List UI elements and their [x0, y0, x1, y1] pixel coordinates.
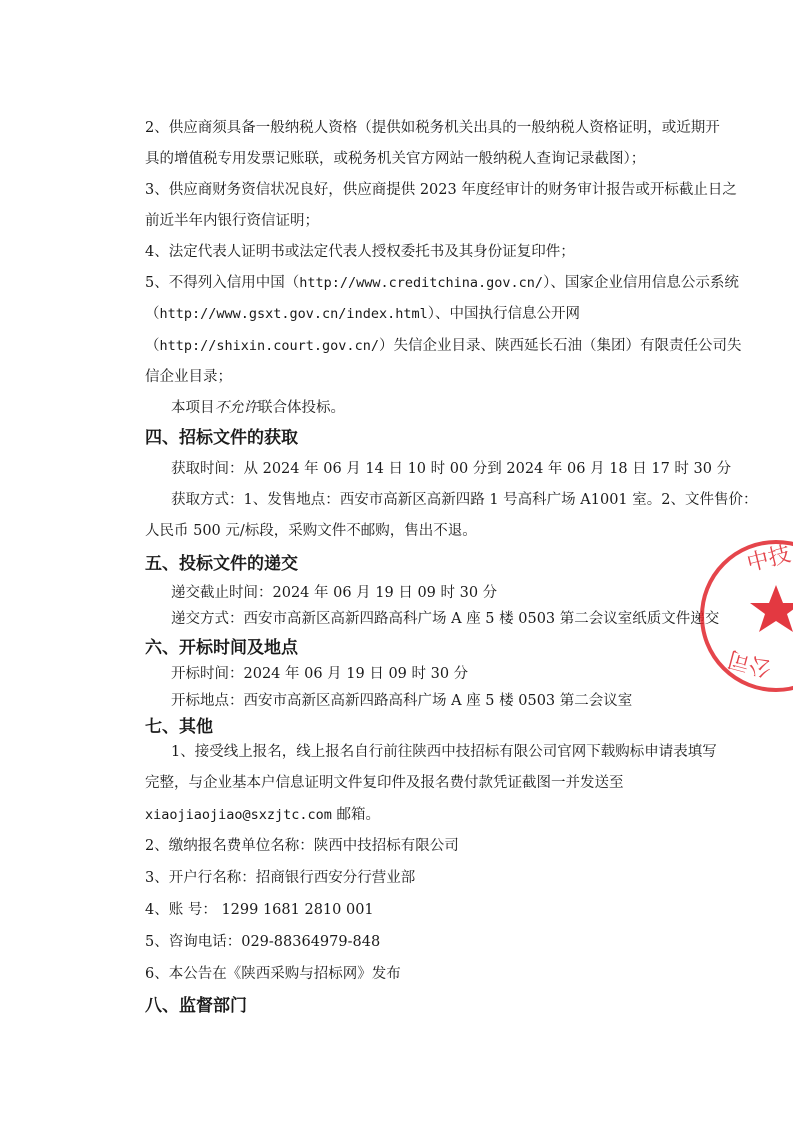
- other-item-3: 3、开户行名称：招商银行西安分行营业部: [145, 870, 416, 886]
- joint-bid-emphasis: 不允许: [214, 400, 258, 416]
- section-7-heading: 七、其他: [145, 717, 213, 737]
- seal-star-icon: [750, 585, 793, 632]
- item-5-text: ）、中国执行信息公开网: [427, 306, 580, 322]
- other-item-6: 6、本公告在《陕西采购与招标网》发布: [145, 966, 401, 982]
- shixin-link[interactable]: http://shixin.court.gov.cn/: [159, 338, 379, 354]
- item-5-text: （: [145, 338, 160, 354]
- obtain-method-line-2: 人民币 500 元/标段，采购文件不邮购，售出不退。: [145, 523, 477, 539]
- opening-place: 开标地点：西安市高新区高新四路高科广场 A 座 5 楼 0503 第二会议室: [171, 693, 633, 709]
- item-5-text: ）失信企业目录、陕西延长石油（集团）有限责任公司失: [378, 338, 742, 354]
- item-5-text: （: [145, 306, 160, 322]
- qualification-item-2-line-1: 2、供应商须具备一般纳税人资格（提供如税务机关出具的一般纳税人资格证明，或近期开: [145, 120, 720, 136]
- gsxt-link[interactable]: http://www.gsxt.gov.cn/index.html: [159, 306, 428, 322]
- qualification-item-4: 4、法定代表人证明书或法定代表人授权委托书及其身份证复印件；: [145, 244, 575, 260]
- other-item-2: 2、缴纳报名费单位名称：陕西中技招标有限公司: [145, 838, 459, 854]
- qualification-item-5-line-2: [145, 304, 580, 324]
- seal-text-top: 中技: [744, 541, 793, 577]
- other-item-1-line-3: [145, 805, 380, 825]
- other-item-1-line-2: 完整，与企业基本户信息证明文件复印件及报名费付款凭证截图一并发送至: [145, 775, 624, 791]
- submission-deadline: 递交截止时间：2024 年 06 月 19 日 09 时 30 分: [171, 585, 498, 601]
- item-5-text: 5、不得列入信用中国（: [145, 275, 300, 291]
- opening-time: 开标时间：2024 年 06 月 19 日 09 时 30 分: [171, 666, 469, 682]
- qualification-item-5-line-1: [145, 273, 739, 293]
- section-4-heading: 四、招标文件的获取: [145, 428, 298, 448]
- qualification-item-2-line-2: 具的增值税专用发票记账联，或税务机关官方网站一般纳税人查询记录截图）；: [145, 151, 646, 167]
- other-item-5: 5、咨询电话：029-88364979-848: [145, 934, 381, 950]
- obtain-method-line-1: 获取方式：1、发售地点：西安市高新区高新四路 1 号高科广场 A1001 室。2、文件售价：: [171, 492, 758, 508]
- email-suffix: 邮箱。: [331, 807, 381, 823]
- section-8-heading: 八、监督部门: [145, 996, 247, 1016]
- contact-email[interactable]: xiaojiaojiao@sxzjtc.com: [145, 807, 332, 823]
- item-5-text: ）、国家企业信用信息公示系统: [543, 275, 739, 291]
- other-item-1-line-1: 1、接受线上报名，线上报名自行前往陕西中技招标有限公司官网下载购标申请表填写: [171, 744, 717, 760]
- qualification-item-5-line-4: 信企业目录；: [145, 369, 232, 385]
- obtain-time: 获取时间：从 2024 年 06 月 14 日 10 时 00 分到 2024 年 06 月 18 日 17 时 30 分: [171, 461, 732, 477]
- joint-bid-text: 本项目: [171, 400, 215, 416]
- creditchina-link[interactable]: http://www.creditchina.gov.cn/: [299, 275, 544, 291]
- qualification-item-3-line-2: 前近半年内银行资信证明；: [145, 213, 319, 229]
- joint-bid-text: 联合体投标。: [258, 400, 345, 416]
- other-item-4: 4、账 号： 1299 1681 2810 001: [145, 902, 374, 918]
- qualification-item-3-line-1: 3、供应商财务资信状况良好，供应商提供 2023 年度经审计的财务审计报告或开标截止日之: [145, 182, 737, 198]
- joint-bid-note: [171, 398, 345, 418]
- seal-text-bottom: 公司: [725, 645, 775, 681]
- submission-method: 递交方式：西安市高新区高新四路高科广场 A 座 5 楼 0503 第二会议室纸质文件递交: [171, 611, 720, 627]
- company-seal: [697, 537, 793, 695]
- section-6-heading: 六、开标时间及地点: [145, 638, 298, 658]
- qualification-item-5-line-3: [145, 336, 741, 356]
- section-5-heading: 五、投标文件的递交: [145, 554, 298, 574]
